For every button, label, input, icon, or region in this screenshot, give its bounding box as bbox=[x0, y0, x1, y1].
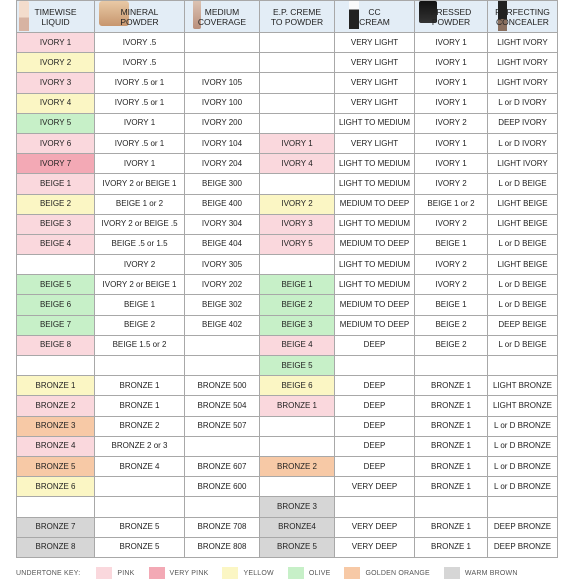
table-cell: BRONZE 507 bbox=[185, 416, 260, 436]
table-cell: BEIGE 5 bbox=[17, 275, 95, 295]
table-cell: BRONZE 5 bbox=[260, 537, 335, 557]
table-cell: IVORY 2 bbox=[95, 255, 185, 275]
column-header-label: CC CREAM bbox=[359, 6, 390, 27]
table-cell: BRONZE 1 bbox=[260, 396, 335, 416]
undertone-swatch bbox=[288, 567, 304, 579]
table-cell: BEIGE 2 bbox=[95, 315, 185, 335]
table-cell bbox=[335, 497, 415, 517]
table-cell bbox=[260, 93, 335, 113]
table-cell: VERY DEEP bbox=[335, 537, 415, 557]
table-cell: LIGHT TO MEDIUM bbox=[335, 275, 415, 295]
table-cell: BRONZE 504 bbox=[185, 396, 260, 416]
table-row bbox=[17, 93, 558, 113]
column-header-label: E.P. CREME TO POWDER bbox=[270, 6, 324, 27]
table-cell: IVORY 5 bbox=[260, 234, 335, 254]
undertone-label: OLIVE bbox=[308, 569, 331, 577]
table-row bbox=[17, 376, 558, 396]
table-cell: BEIGE .5 or 1.5 bbox=[95, 234, 185, 254]
table-cell bbox=[185, 335, 260, 355]
table-cell: BEIGE 3 bbox=[17, 214, 95, 234]
undertone-key-item bbox=[222, 567, 273, 579]
column-header-label: PERFECTING CONCEALER bbox=[495, 6, 550, 27]
undertone-label: WARM BROWN bbox=[464, 569, 518, 577]
table-row bbox=[17, 416, 558, 436]
table-cell: BRONZE4 bbox=[260, 517, 335, 537]
table-row bbox=[17, 194, 558, 214]
column-header-label: TIMEWISE LIQUID bbox=[34, 6, 77, 27]
table-cell bbox=[260, 416, 335, 436]
table-cell: IVORY 1 bbox=[260, 133, 335, 153]
table-cell: BRONZE 4 bbox=[95, 456, 185, 476]
table-cell: BRONZE 1 bbox=[415, 537, 488, 557]
shade-comparison-table bbox=[16, 0, 558, 558]
undertone-key-item bbox=[96, 567, 134, 579]
table-cell: BRONZE 607 bbox=[185, 456, 260, 476]
table-cell: L or D BRONZE bbox=[488, 416, 558, 436]
table-cell bbox=[260, 113, 335, 133]
table-cell bbox=[185, 33, 260, 53]
table-cell: IVORY 2 bbox=[415, 255, 488, 275]
table-cell: BRONZE 1 bbox=[95, 396, 185, 416]
table-cell: LIGHT IVORY bbox=[488, 53, 558, 73]
table-cell: IVORY 1 bbox=[95, 113, 185, 133]
table-cell: IVORY 1 bbox=[415, 133, 488, 153]
table-cell: IVORY 304 bbox=[185, 214, 260, 234]
table-cell: BRONZE 808 bbox=[185, 537, 260, 557]
table-row bbox=[17, 234, 558, 254]
table-cell: L or D BEIGE bbox=[488, 234, 558, 254]
table-cell: BEIGE 2 bbox=[17, 194, 95, 214]
table-cell: BEIGE 300 bbox=[185, 174, 260, 194]
table-cell bbox=[335, 356, 415, 376]
undertone-swatch bbox=[444, 567, 460, 579]
table-cell: LIGHT BEIGE bbox=[488, 214, 558, 234]
undertone-key-items bbox=[96, 567, 531, 579]
table-cell: BRONZE 4 bbox=[17, 436, 95, 456]
table-cell bbox=[260, 53, 335, 73]
table-row bbox=[17, 174, 558, 194]
table-cell: BEIGE 1.5 or 2 bbox=[95, 335, 185, 355]
table-cell: BRONZE 1 bbox=[415, 436, 488, 456]
table-cell: BEIGE 2 bbox=[415, 315, 488, 335]
table-row bbox=[17, 456, 558, 476]
table-cell: DEEP BRONZE bbox=[488, 517, 558, 537]
table-cell: IVORY 1 bbox=[415, 33, 488, 53]
table-cell bbox=[95, 497, 185, 517]
table-cell bbox=[95, 356, 185, 376]
table-cell: BEIGE 1 bbox=[95, 295, 185, 315]
table-cell: BRONZE 2 bbox=[17, 396, 95, 416]
table-row bbox=[17, 497, 558, 517]
table-cell: LIGHT TO MEDIUM bbox=[335, 154, 415, 174]
undertone-label: YELLOW bbox=[243, 569, 274, 577]
undertone-swatch bbox=[149, 567, 165, 579]
table-cell: DEEP BRONZE bbox=[488, 537, 558, 557]
table-cell: BRONZE 5 bbox=[17, 456, 95, 476]
table-cell bbox=[260, 477, 335, 497]
table-cell: BRONZE 1 bbox=[415, 477, 488, 497]
table-cell: IVORY 1 bbox=[415, 53, 488, 73]
table-cell: IVORY .5 or 1 bbox=[95, 93, 185, 113]
table-cell: IVORY 2 or BEIGE 1 bbox=[95, 174, 185, 194]
undertone-swatch bbox=[344, 567, 360, 579]
table-cell: MEDIUM TO DEEP bbox=[335, 234, 415, 254]
table-cell: LIGHT IVORY bbox=[488, 33, 558, 53]
column-header bbox=[185, 1, 260, 33]
table-cell: L or D BEIGE bbox=[488, 295, 558, 315]
table-cell: VERY LIGHT bbox=[335, 73, 415, 93]
undertone-label: GOLDEN ORANGE bbox=[365, 569, 430, 577]
table-cell bbox=[260, 174, 335, 194]
table-cell: IVORY 100 bbox=[185, 93, 260, 113]
table-cell: IVORY .5 bbox=[95, 53, 185, 73]
table-cell: IVORY 1 bbox=[415, 93, 488, 113]
table-body bbox=[17, 33, 558, 558]
table-cell: DEEP bbox=[335, 335, 415, 355]
table-cell: VERY DEEP bbox=[335, 517, 415, 537]
table-cell: VERY LIGHT bbox=[335, 33, 415, 53]
table-cell: BRONZE 1 bbox=[415, 517, 488, 537]
table-row bbox=[17, 255, 558, 275]
table-row bbox=[17, 53, 558, 73]
table-cell: BRONZE 1 bbox=[415, 376, 488, 396]
table-cell: IVORY 200 bbox=[185, 113, 260, 133]
table-cell: VERY DEEP bbox=[335, 477, 415, 497]
table-cell: IVORY 2 bbox=[415, 214, 488, 234]
column-header bbox=[335, 1, 415, 33]
table-cell: BRONZE 2 bbox=[95, 416, 185, 436]
table-cell: BEIGE 7 bbox=[17, 315, 95, 335]
column-header bbox=[95, 1, 185, 33]
table-cell: IVORY 305 bbox=[185, 255, 260, 275]
column-header-label: MEDIUM COVERAGE bbox=[197, 6, 247, 27]
table-cell: IVORY 3 bbox=[260, 214, 335, 234]
table-cell: DEEP BEIGE bbox=[488, 315, 558, 335]
table-cell: LIGHT BRONZE bbox=[488, 376, 558, 396]
table-cell: BEIGE 1 bbox=[260, 275, 335, 295]
table-cell: DEEP IVORY bbox=[488, 113, 558, 133]
table-cell: BEIGE 2 bbox=[415, 335, 488, 355]
table-cell bbox=[260, 255, 335, 275]
table-row bbox=[17, 113, 558, 133]
table-row bbox=[17, 154, 558, 174]
table-cell: L or D BEIGE bbox=[488, 335, 558, 355]
column-header bbox=[488, 1, 558, 33]
table-cell: BRONZE 1 bbox=[95, 376, 185, 396]
table-cell: LIGHT TO MEDIUM bbox=[335, 113, 415, 133]
table-cell: BEIGE 402 bbox=[185, 315, 260, 335]
table-cell bbox=[17, 356, 95, 376]
table-cell bbox=[185, 53, 260, 73]
table-cell: IVORY 3 bbox=[17, 73, 95, 93]
table-cell: VERY LIGHT bbox=[335, 93, 415, 113]
table-cell: IVORY 204 bbox=[185, 154, 260, 174]
table-cell: BRONZE 3 bbox=[260, 497, 335, 517]
undertone-key-title: UNDERTONE KEY: bbox=[16, 569, 81, 577]
table-cell: IVORY 104 bbox=[185, 133, 260, 153]
table-cell: BEIGE 6 bbox=[260, 376, 335, 396]
table-cell: IVORY 202 bbox=[185, 275, 260, 295]
column-header bbox=[415, 1, 488, 33]
undertone-key-item bbox=[344, 567, 429, 579]
table-cell bbox=[415, 497, 488, 517]
table-cell: IVORY 6 bbox=[17, 133, 95, 153]
table-cell: DEEP bbox=[335, 436, 415, 456]
table-cell: IVORY 1 bbox=[415, 154, 488, 174]
table-cell: LIGHT TO MEDIUM bbox=[335, 214, 415, 234]
table-cell: BRONZE 2 bbox=[260, 456, 335, 476]
table-cell: BEIGE 1 or 2 bbox=[95, 194, 185, 214]
table-row bbox=[17, 133, 558, 153]
table-cell: IVORY 2 bbox=[415, 174, 488, 194]
table-cell: BEIGE 4 bbox=[17, 234, 95, 254]
table-cell: IVORY 105 bbox=[185, 73, 260, 93]
table-cell: IVORY 1 bbox=[415, 73, 488, 93]
table-cell: IVORY 2 bbox=[415, 275, 488, 295]
table-cell bbox=[95, 477, 185, 497]
table-cell: IVORY 2 bbox=[17, 53, 95, 73]
table-row bbox=[17, 537, 558, 557]
table-cell: IVORY 5 bbox=[17, 113, 95, 133]
table-cell: IVORY .5 bbox=[95, 33, 185, 53]
table-cell: DEEP bbox=[335, 396, 415, 416]
table-cell: L or D IVORY bbox=[488, 133, 558, 153]
table-cell: IVORY 2 bbox=[260, 194, 335, 214]
table-cell: BRONZE 1 bbox=[415, 456, 488, 476]
table-cell: MEDIUM TO DEEP bbox=[335, 194, 415, 214]
table-row bbox=[17, 396, 558, 416]
table-cell: BRONZE 2 or 3 bbox=[95, 436, 185, 456]
table-cell: MEDIUM TO DEEP bbox=[335, 315, 415, 335]
table-cell: BEIGE 6 bbox=[17, 295, 95, 315]
column-header-label: MINERAL POWDER bbox=[120, 6, 159, 27]
table-header-row bbox=[17, 1, 558, 33]
table-cell: L or D IVORY bbox=[488, 93, 558, 113]
column-header-label: PRESSED POWDER bbox=[430, 6, 472, 27]
table-cell: LIGHT BEIGE bbox=[488, 255, 558, 275]
table-cell: BRONZE 500 bbox=[185, 376, 260, 396]
table-cell: LIGHT BRONZE bbox=[488, 396, 558, 416]
table-cell: BRONZE 600 bbox=[185, 477, 260, 497]
table-cell bbox=[185, 436, 260, 456]
table-cell: IVORY 2 or BEIGE .5 bbox=[95, 214, 185, 234]
table-row bbox=[17, 73, 558, 93]
table-cell bbox=[260, 436, 335, 456]
table-cell bbox=[488, 356, 558, 376]
column-header bbox=[17, 1, 95, 33]
table-cell: BRONZE 1 bbox=[415, 396, 488, 416]
table-cell: BEIGE 5 bbox=[260, 356, 335, 376]
table-cell: LIGHT BEIGE bbox=[488, 194, 558, 214]
table-cell: IVORY 7 bbox=[17, 154, 95, 174]
table-cell bbox=[17, 497, 95, 517]
table-cell: BRONZE 5 bbox=[95, 537, 185, 557]
table-cell: DEEP bbox=[335, 416, 415, 436]
table-cell: LIGHT TO MEDIUM bbox=[335, 174, 415, 194]
table-cell bbox=[17, 255, 95, 275]
table-row bbox=[17, 315, 558, 335]
table-cell: BRONZE 1 bbox=[415, 416, 488, 436]
table-cell: IVORY .5 or 1 bbox=[95, 133, 185, 153]
table-cell: BRONZE 708 bbox=[185, 517, 260, 537]
undertone-key-item bbox=[149, 567, 209, 579]
table-cell: BEIGE 4 bbox=[260, 335, 335, 355]
table-cell: BEIGE 1 bbox=[415, 234, 488, 254]
table-cell bbox=[260, 73, 335, 93]
table-cell: IVORY 2 or BEIGE 1 bbox=[95, 275, 185, 295]
undertone-key-item bbox=[288, 567, 331, 579]
table-row bbox=[17, 436, 558, 456]
table-cell: DEEP bbox=[335, 376, 415, 396]
column-header bbox=[260, 1, 335, 33]
table-row bbox=[17, 477, 558, 497]
table-cell: IVORY 1 bbox=[95, 154, 185, 174]
table-cell: VERY LIGHT bbox=[335, 53, 415, 73]
table-cell: BRONZE 1 bbox=[17, 376, 95, 396]
table-cell: BEIGE 1 or 2 bbox=[415, 194, 488, 214]
table-cell: IVORY 4 bbox=[260, 154, 335, 174]
table-cell: L or D BEIGE bbox=[488, 275, 558, 295]
table-cell bbox=[488, 497, 558, 517]
undertone-swatch bbox=[96, 567, 112, 579]
undertone-label: PINK bbox=[117, 569, 135, 577]
table-cell: BEIGE 8 bbox=[17, 335, 95, 355]
table-cell: L or D BEIGE bbox=[488, 174, 558, 194]
table-cell: VERY LIGHT bbox=[335, 133, 415, 153]
table-cell: BRONZE 8 bbox=[17, 537, 95, 557]
table-cell: IVORY 1 bbox=[17, 33, 95, 53]
table-cell bbox=[260, 33, 335, 53]
table-cell: BEIGE 1 bbox=[17, 174, 95, 194]
table-cell: LIGHT IVORY bbox=[488, 154, 558, 174]
undertone-key bbox=[16, 566, 576, 580]
table-cell bbox=[185, 497, 260, 517]
table-cell: DEEP bbox=[335, 456, 415, 476]
table-cell: LIGHT IVORY bbox=[488, 73, 558, 93]
undertone-label: VERY PINK bbox=[169, 569, 209, 577]
table-cell: IVORY 4 bbox=[17, 93, 95, 113]
table-cell: BRONZE 3 bbox=[17, 416, 95, 436]
table-cell: IVORY 2 bbox=[415, 113, 488, 133]
undertone-key-item bbox=[444, 567, 518, 579]
table-cell bbox=[185, 356, 260, 376]
table-row bbox=[17, 33, 558, 53]
table-cell: LIGHT TO MEDIUM bbox=[335, 255, 415, 275]
table-cell: BEIGE 2 bbox=[260, 295, 335, 315]
table-cell: L or D BRONZE bbox=[488, 477, 558, 497]
table-cell: BEIGE 302 bbox=[185, 295, 260, 315]
table-cell: BRONZE 7 bbox=[17, 517, 95, 537]
table-cell: BEIGE 3 bbox=[260, 315, 335, 335]
table-row bbox=[17, 214, 558, 234]
table-cell: IVORY .5 or 1 bbox=[95, 73, 185, 93]
table-cell: L or D BRONZE bbox=[488, 436, 558, 456]
table-cell: L or D BRONZE bbox=[488, 456, 558, 476]
table-cell bbox=[415, 356, 488, 376]
table-cell: BRONZE 6 bbox=[17, 477, 95, 497]
table-row bbox=[17, 517, 558, 537]
table-row bbox=[17, 275, 558, 295]
table-row bbox=[17, 295, 558, 315]
table-cell: BEIGE 404 bbox=[185, 234, 260, 254]
table-cell: MEDIUM TO DEEP bbox=[335, 295, 415, 315]
table-row bbox=[17, 356, 558, 376]
undertone-swatch bbox=[222, 567, 238, 579]
table-row bbox=[17, 335, 558, 355]
table-cell: BEIGE 400 bbox=[185, 194, 260, 214]
table-cell: BEIGE 1 bbox=[415, 295, 488, 315]
table-cell: BRONZE 5 bbox=[95, 517, 185, 537]
